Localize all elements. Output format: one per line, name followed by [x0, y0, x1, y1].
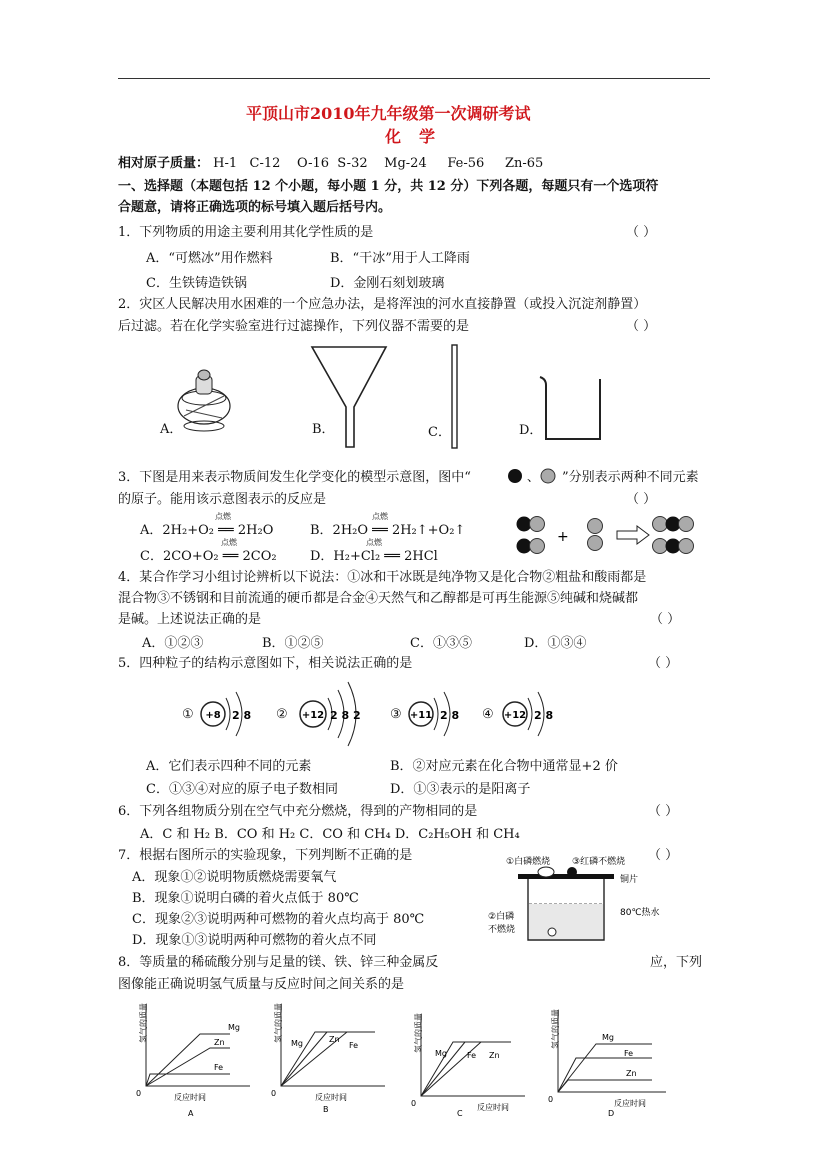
subject-title: 化学: [385, 127, 454, 146]
q7-stem: 7．根据右图所示的实验现象，下列判断不正确的是: [118, 848, 413, 863]
q8-stem-1a: 8．等质量的稀硫酸分别与足量的镁、铁、锌三种金属反: [118, 955, 439, 970]
svg-text:Mg: Mg: [435, 1049, 447, 1058]
svg-text:+: +: [557, 529, 569, 545]
q3-answer-bracket: （ ）: [626, 492, 657, 507]
atomic-mass-values: H-1 C-12 O-16 S-32 Mg-24 Fe-56 Zn-65: [213, 156, 544, 171]
graph-a-line-fe: [146, 1074, 230, 1086]
svg-text:D: D: [608, 1109, 615, 1118]
svg-text:Zn: Zn: [626, 1069, 637, 1078]
q2-answer-bracket: （ ）: [626, 319, 657, 334]
svg-text:Mg: Mg: [602, 1033, 614, 1042]
funnel-figure: [310, 345, 390, 450]
right-arrow-icon: [617, 526, 649, 544]
graph-b-line-zn: [281, 1032, 327, 1086]
q3-stem-1b: ”分别表示两种不同元素: [562, 470, 699, 485]
atomic-mass-line: [118, 152, 543, 171]
q8-stem-2: 图像能正确说明氢气质量与反应时间之间关系的是: [118, 977, 405, 992]
svg-text:+12: +12: [301, 710, 325, 721]
q4-stem-1: 4．某合作学习小组讨论辨析以下说法：①冰和干冰既是纯净物又是化合物②粗盐和酸雨都是: [118, 570, 647, 585]
graph-d-line-mg: [558, 1044, 652, 1092]
q4-option-d: D．①③④: [524, 636, 587, 651]
particle-4-diagram: [498, 684, 558, 744]
particle-2: ②: [276, 707, 288, 722]
section1-line2: 合题意，请将正确选项的标号填入题后括号内。: [118, 200, 392, 215]
svg-text:、: 、: [527, 470, 540, 484]
svg-text:80℃热水: 80℃热水: [620, 908, 660, 918]
q3-option-b: B．2H₂O ══ 2H₂↑+O₂↑: [310, 523, 466, 538]
svg-text:0: 0: [548, 1095, 554, 1104]
svg-text:Mg: Mg: [228, 1023, 240, 1032]
q7-option-d: D．现象①③说明两种可燃物的着火点不同: [132, 933, 377, 948]
q6-stem: 6．下列各组物质分别在空气中充分燃烧，得到的产物相同的是: [118, 804, 478, 819]
q8-graphs: [130, 1000, 690, 1120]
beaker-figure: [538, 375, 606, 443]
product-molecule-1: [653, 517, 694, 532]
q3-cond-c: 点燃: [221, 538, 237, 547]
q2-option-a: A．: [160, 422, 183, 437]
q5-option-a: A．它们表示四种不同的元素: [146, 759, 312, 774]
q5-option-c: C．①③④对应的原子电子数相同: [146, 782, 338, 797]
q4-option-b: B．①②⑤: [262, 636, 324, 651]
svg-text:B: B: [323, 1105, 329, 1114]
gray-atom-icon: [541, 469, 555, 483]
alcohol-lamp-figure: [174, 366, 234, 438]
svg-text:0: 0: [271, 1089, 277, 1098]
graph-b: [271, 1003, 385, 1114]
svg-text:2 8: 2 8: [534, 709, 554, 722]
q3-stem-1a: 3．下图是用来表示物质间发生化学变化的模型示意图，图中“: [118, 470, 471, 485]
q3-stem-2: 的原子。能用该示意图表示的反应是: [118, 492, 327, 507]
svg-text:反应时间: 反应时间: [174, 1093, 206, 1102]
reaction-model-figure: [515, 515, 695, 560]
graph-d-line-zn: [558, 1080, 652, 1092]
svg-text:Zn: Zn: [329, 1035, 340, 1044]
q2-option-d: D．: [519, 423, 543, 438]
q4-answer-bracket: （ ）: [650, 612, 681, 627]
svg-text:+12: +12: [503, 710, 527, 721]
q6-options: A．C 和 H₂ B．CO 和 H₂ C．CO 和 CH₄ D．C₂H₅OH 和 CH₄: [140, 827, 520, 842]
svg-text:0: 0: [411, 1099, 417, 1108]
graph-c: [411, 1013, 525, 1118]
q5-option-d: D．①③表示的是阳离子: [390, 782, 531, 797]
q3-option-d: D．H₂+Cl₂ ══ 2HCl: [310, 549, 438, 564]
svg-text:反应时间: 反应时间: [315, 1093, 347, 1102]
section1-line1: 一、选择题（本题包括 12 个小题，每小题 1 分，共 12 分）下列各题，每题只有一个选项符: [118, 179, 659, 194]
q3-cond-d: 点燃: [366, 538, 382, 547]
particle-3-diagram: [404, 684, 464, 744]
q3-cond-b: 点燃: [372, 512, 388, 521]
q7-answer-bracket: （ ）: [648, 848, 679, 863]
svg-text:Fe: Fe: [214, 1063, 224, 1072]
svg-text:Fe: Fe: [349, 1041, 359, 1050]
q5-option-b: B．②对应元素在化合物中通常显+2 价: [390, 759, 618, 774]
q1-option-d: D．金刚石刻划玻璃: [330, 276, 445, 291]
black-atom-icon: [508, 469, 522, 483]
glass-rod-figure: [450, 345, 460, 450]
svg-text:氢气的质量: 氢气的质量: [274, 1003, 283, 1043]
product-molecule-2: [653, 539, 694, 554]
q3-option-c: C．2CO+O₂ ══ 2CO₂: [140, 549, 277, 564]
svg-text:+8: +8: [205, 710, 221, 721]
svg-text:Mg: Mg: [291, 1039, 303, 1048]
q3-option-a: A．2H₂+O₂ ══ 2H₂O: [140, 523, 274, 538]
reactant-molecule-2: [517, 539, 545, 554]
q7-option-c: C．现象②③说明两种可燃物的着火点均高于 80℃: [132, 912, 425, 927]
q5-stem: 5．四种粒子的结构示意图如下，相关说法正确的是: [118, 656, 413, 671]
q1-stem: 1．下列物质的用途主要利用其化学性质的是: [118, 225, 374, 240]
q1-answer-bracket: （ ）: [626, 225, 657, 240]
particle-4: ④: [482, 707, 494, 722]
svg-text:Zn: Zn: [489, 1051, 500, 1060]
svg-text:氢气的质量: 氢气的质量: [414, 1013, 423, 1053]
q8-stem-1b: 应，下列: [650, 955, 703, 970]
svg-text:+11: +11: [409, 710, 433, 721]
q1-option-c: C．生铁铸造铁锅: [146, 276, 247, 291]
graph-d-line-fe: [558, 1058, 652, 1092]
svg-text:③红磷不燃烧: ③红磷不燃烧: [572, 857, 626, 867]
phosphorus-experiment-figure: [488, 852, 658, 947]
particle-1: ①: [182, 707, 194, 722]
q2-option-c: C．: [428, 425, 451, 440]
svg-text:2 8 2: 2 8 2: [330, 709, 361, 722]
atom-legend-icons: [506, 467, 556, 485]
reactant-molecule-1: [517, 517, 545, 532]
q2-option-b: B．: [312, 422, 335, 437]
svg-text:0: 0: [136, 1089, 142, 1098]
svg-text:①白磷燃烧: ①白磷燃烧: [506, 857, 551, 867]
q6-answer-bracket: （ ）: [648, 804, 679, 819]
header-rule: [118, 78, 710, 79]
graph-a: [136, 1003, 250, 1118]
svg-text:Zn: Zn: [214, 1038, 225, 1047]
page-title: 平顶山市2010年九年级第一次调研考试: [246, 104, 531, 123]
q2-stem-1: 2．灾区人民解决用水困难的一个应急办法，是将浑浊的河水直接静置（或投入沉淀剂静置）: [118, 297, 647, 312]
q4-option-a: A．①②③: [142, 636, 204, 651]
svg-text:氢气的质量: 氢气的质量: [139, 1003, 148, 1043]
svg-text:反应时间: 反应时间: [614, 1099, 646, 1108]
particle-1-diagram: [196, 684, 256, 744]
reactant-molecule-3: [588, 519, 603, 551]
svg-text:Fe: Fe: [467, 1051, 477, 1060]
q4-stem-3: 是碱。上述说法正确的是: [118, 612, 262, 627]
q1-option-a: A．“可燃冰”用作燃料: [146, 251, 273, 266]
svg-text:②白磷: ②白磷: [488, 912, 515, 922]
atomic-mass-label: 相对原子质量：: [118, 156, 210, 171]
q7-option-a: A．现象①②说明物质燃烧需要氧气: [132, 870, 337, 885]
q4-option-c: C．①③⑤: [410, 636, 472, 651]
q5-answer-bracket: （ ）: [648, 656, 679, 671]
graph-d: [548, 1009, 666, 1118]
svg-text:C: C: [457, 1109, 463, 1118]
q3-cond-a: 点燃: [215, 512, 231, 521]
svg-text:Fe: Fe: [624, 1049, 634, 1058]
q4-stem-2: 混合物③不锈钢和目前流通的硬币都是合金④天然气和乙醇都是可再生能源⑤纯碱和烧碱都: [118, 591, 639, 606]
svg-text:反应时间: 反应时间: [477, 1103, 509, 1112]
svg-text:铜片: 铜片: [620, 875, 639, 885]
copper-sheet: [518, 874, 614, 879]
q1-option-b: B．“干冰”用于人工降雨: [330, 251, 470, 266]
svg-text:氢气的质量: 氢气的质量: [551, 1009, 560, 1049]
q2-stem-2: 后过滤。若在化学实验室进行过滤操作，下列仪器不需要的是: [118, 319, 470, 334]
svg-text:A: A: [188, 1109, 194, 1118]
svg-text:不燃烧: 不燃烧: [488, 925, 516, 935]
q7-option-b: B．现象①说明白磷的着火点低于 80℃: [132, 891, 359, 906]
particle-3: ③: [390, 707, 402, 722]
svg-text:2 8: 2 8: [440, 709, 460, 722]
particle-2-diagram: [296, 680, 376, 750]
svg-text:2 8: 2 8: [232, 709, 252, 722]
